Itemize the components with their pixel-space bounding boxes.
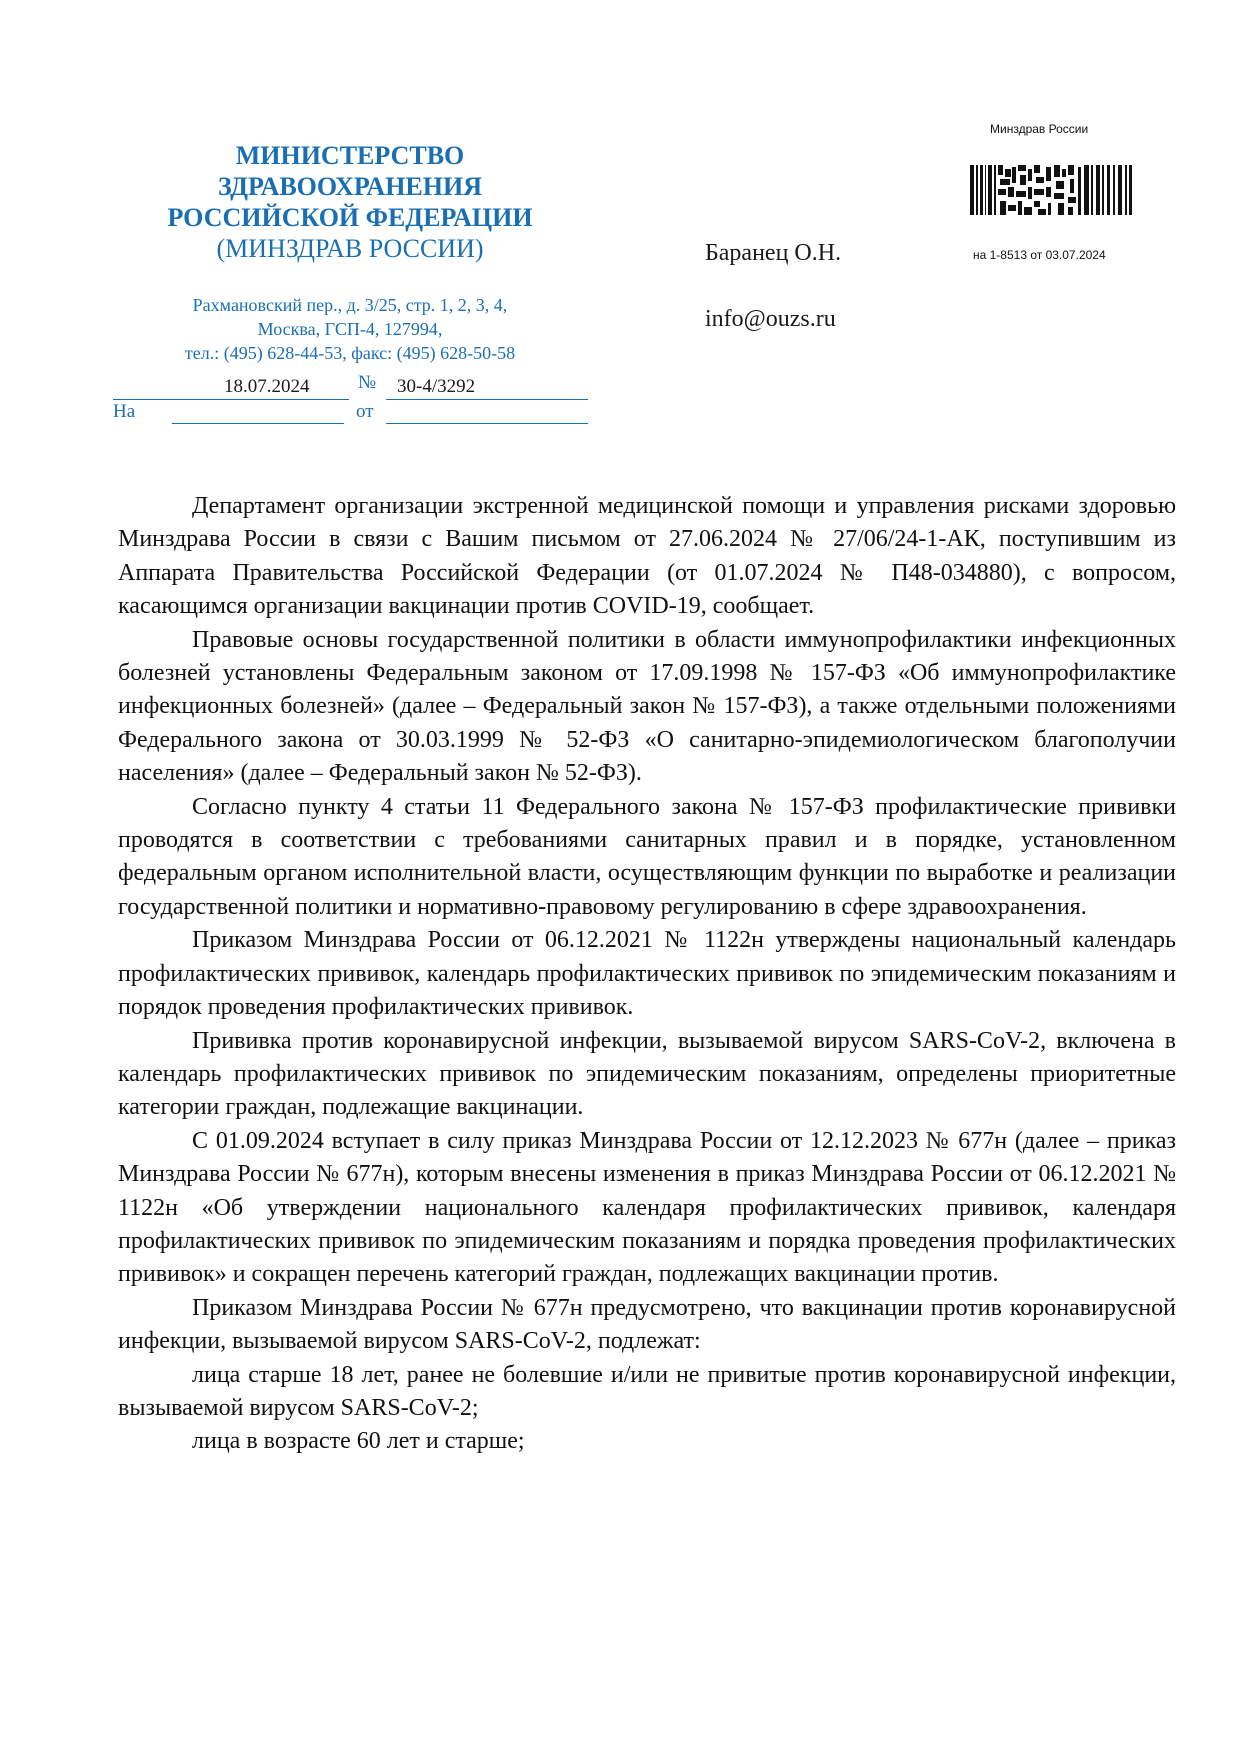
on-label: На bbox=[113, 401, 136, 422]
paragraph: Прививка против коронавирусной инфекции, вызываемой вирусом SARS-CoV-2, включена в календарь профилактических прививок по эпидемическим показаниям, определены приоритетные категории граждан, подлежащие вакцинации. bbox=[118, 1027, 1176, 1121]
list-item: лица старше 18 лет, ранее не болевшие и/или не привитые против коронавирусной инфекции, вызываемой вирусом SARS-CoV-2; bbox=[118, 1361, 1176, 1421]
outgoing-date: 18.07.2024 bbox=[224, 376, 310, 397]
ministry-name-line-1: МИНИСТЕРСТВО bbox=[235, 141, 465, 170]
address-line-3: тел.: (495) 628-44-53, факс: (495) 628-50-58 bbox=[184, 343, 516, 363]
address-line-1: Рахмановский пер., д. 3/25, стр. 1, 2, 3, 4, bbox=[192, 295, 508, 315]
paragraph: Приказом Минздрава России № 677н предусмотрено, что вакцинации против коронавирусной инфекции, вызываемой вирусом SARS-CoV-2, подлежат: bbox=[118, 1294, 1176, 1355]
recipient-block bbox=[705, 220, 841, 352]
recipient-email: info@ouzs.ru bbox=[705, 306, 836, 332]
paragraph: Департамент организации экстренной медицинской помощи и управления рисками здоровью Минздрава России в связи с Вашим письмом от 27.06.2024 № 27/06/24-1-АК, поступившим из Аппарата Правительства Российской Федерации (от 01.07.2024 № П48-034880), с вопросом, касающимся организации вакцинации против COVID-19, сообщает. bbox=[118, 493, 1176, 620]
ministry-letterhead bbox=[110, 140, 590, 264]
paragraph: Приказом Минздрава России от 06.12.2021 № 1122н утверждены национальный календарь профилактических прививок, календарь профилактических прививок по эпидемическим показаниям и порядок проведения профилактических прививок. bbox=[118, 927, 1176, 1021]
paragraph: Согласно пункту 4 статьи 11 Федерального закона № 157-ФЗ профилактические прививки проводятся в соответствии с требованиями санитарных правил и в порядке, установленном федеральным органом исполнительной власти, осуществляющим функции по выработке и реализации государственной политики и нормативно-правовому регулированию в сфере здравоохранения. bbox=[118, 793, 1176, 920]
on-underline bbox=[172, 423, 344, 424]
ministry-name-line-2: ЗДРАВООХРАНЕНИЯ bbox=[217, 172, 482, 201]
date-underline bbox=[113, 399, 349, 400]
ministry-name-line-3: РОССИЙСКОЙ ФЕДЕРАЦИИ bbox=[167, 203, 533, 232]
number-label: № bbox=[358, 372, 377, 393]
ministry-abbreviation: (МИНЗДРАВ РОССИИ) bbox=[216, 234, 484, 263]
stamp-caption: Минздрав России bbox=[990, 122, 1089, 136]
letter-body bbox=[118, 490, 1176, 1459]
list-item: лица в возрасте 60 лет и старше; bbox=[192, 1428, 525, 1455]
from-label: от bbox=[356, 401, 374, 422]
ministry-address bbox=[110, 293, 590, 365]
paragraph: С 01.09.2024 вступает в силу приказ Минздрава России от 12.12.2023 № 677н (далее – приказ Минздрава России № 677н), которым внесены изменения в приказ Минздрава России от 06.12.2021 № 1122н «Об утверждении национального календаря профилактических прививок, календаря профилактических прививок по эпидемическим показаниям и порядка проведения профилактических прививок» и сокращен перечень категорий граждан, подлежащих вакцинации против. bbox=[118, 1127, 1176, 1288]
stamp-registration: на 1-8513 от 03.07.2024 bbox=[973, 248, 1106, 262]
recipient-name: Баранец О.Н. bbox=[705, 240, 842, 266]
paragraph: Правовые основы государственной политики в области иммунопрофилактики инфекционных болезней установлены Федеральным законом от 17.09.1998 № 157-ФЗ «Об иммунопрофилактике инфекционных болезней» (далее – Федеральный закон № 157-ФЗ), а также отдельными положениями Федерального закона от 30.03.1999 № 52-ФЗ «О санитарно-эпидемиологическом благополучии населения» (далее – Федеральный закон № 52-ФЗ). bbox=[118, 626, 1176, 787]
barcode-icon bbox=[970, 165, 1132, 215]
address-line-2: Москва, ГСП-4, 127994, bbox=[257, 319, 443, 339]
from-underline bbox=[386, 423, 588, 424]
outgoing-number: 30-4/3292 bbox=[397, 376, 476, 397]
number-underline bbox=[386, 399, 588, 400]
